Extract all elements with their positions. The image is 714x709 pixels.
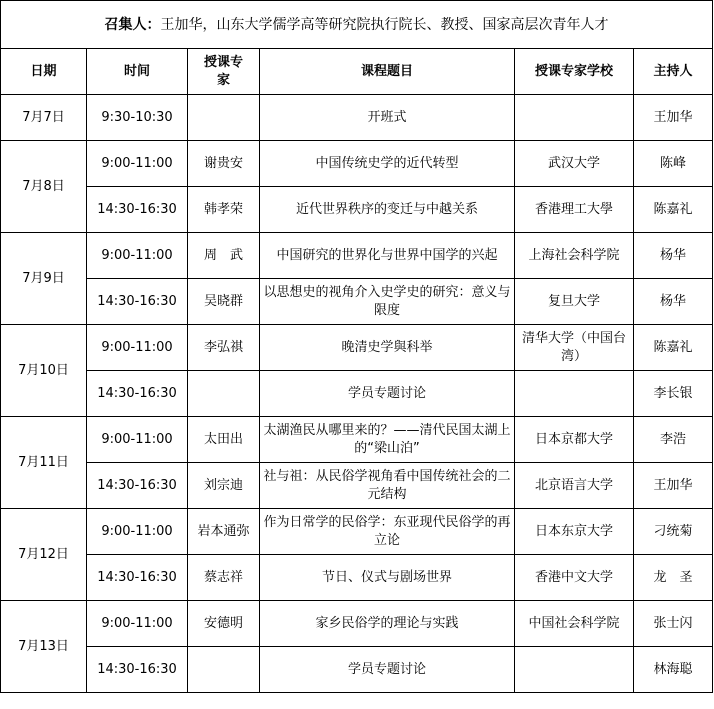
session-topic: 学员专题讨论 bbox=[260, 371, 515, 417]
session-expert: 安德明 bbox=[188, 601, 260, 647]
session-school: 香港理工大學 bbox=[515, 187, 634, 233]
table-row bbox=[1, 95, 713, 141]
session-host: 陈嘉礼 bbox=[634, 325, 713, 371]
session-host: 张士闪 bbox=[634, 601, 713, 647]
table-row bbox=[1, 601, 713, 647]
session-topic: 以思想史的视角介入史学史的研究：意义与限度 bbox=[260, 279, 515, 325]
session-date: 7月12日 bbox=[1, 509, 87, 601]
session-host: 杨华 bbox=[634, 279, 713, 325]
session-topic: 中国传统史学的近代转型 bbox=[260, 141, 515, 187]
session-school: 复旦大学 bbox=[515, 279, 634, 325]
session-date: 7月10日 bbox=[1, 325, 87, 417]
table-row bbox=[1, 233, 713, 279]
header-topic: 课程题目 bbox=[260, 49, 515, 95]
table-row bbox=[1, 463, 713, 509]
session-host: 李长银 bbox=[634, 371, 713, 417]
table-row bbox=[1, 417, 713, 463]
header-host: 主持人 bbox=[634, 49, 713, 95]
session-school bbox=[515, 371, 634, 417]
table-row bbox=[1, 371, 713, 417]
table-row bbox=[1, 325, 713, 371]
table-row bbox=[1, 647, 713, 693]
session-topic: 开班式 bbox=[260, 95, 515, 141]
table-row bbox=[1, 141, 713, 187]
session-time: 14:30-16:30 bbox=[87, 187, 188, 233]
session-topic: 作为日常学的民俗学：东亚现代民俗学的再立论 bbox=[260, 509, 515, 555]
convener-cell bbox=[1, 1, 713, 49]
session-expert: 蔡志祥 bbox=[188, 555, 260, 601]
session-topic: 太湖渔民从哪里来的？——清代民国太湖上的“梁山泊” bbox=[260, 417, 515, 463]
header-expert: 授课专家 bbox=[188, 49, 260, 95]
session-host: 王加华 bbox=[634, 463, 713, 509]
session-expert: 太田出 bbox=[188, 417, 260, 463]
session-host: 王加华 bbox=[634, 95, 713, 141]
session-expert bbox=[188, 95, 260, 141]
session-date: 7月13日 bbox=[1, 601, 87, 693]
session-date: 7月7日 bbox=[1, 95, 87, 141]
session-expert bbox=[188, 647, 260, 693]
table-row bbox=[1, 555, 713, 601]
session-time: 9:00-11:00 bbox=[87, 417, 188, 463]
session-host: 陈峰 bbox=[634, 141, 713, 187]
session-expert: 岩本通弥 bbox=[188, 509, 260, 555]
schedule-body bbox=[1, 1, 713, 693]
session-expert: 谢贵安 bbox=[188, 141, 260, 187]
session-school: 中国社会科学院 bbox=[515, 601, 634, 647]
session-expert bbox=[188, 371, 260, 417]
session-expert: 周 武 bbox=[188, 233, 260, 279]
session-time: 9:00-11:00 bbox=[87, 233, 188, 279]
session-school: 清华大学（中国台湾） bbox=[515, 325, 634, 371]
session-time: 9:00-11:00 bbox=[87, 325, 188, 371]
session-expert: 吴晓群 bbox=[188, 279, 260, 325]
session-school: 北京语言大学 bbox=[515, 463, 634, 509]
session-topic: 家乡民俗学的理论与实践 bbox=[260, 601, 515, 647]
session-host: 龙 圣 bbox=[634, 555, 713, 601]
session-time: 14:30-16:30 bbox=[87, 647, 188, 693]
session-school: 日本京都大学 bbox=[515, 417, 634, 463]
convener-row bbox=[1, 1, 713, 49]
session-host: 杨华 bbox=[634, 233, 713, 279]
session-school: 武汉大学 bbox=[515, 141, 634, 187]
session-school: 日本东京大学 bbox=[515, 509, 634, 555]
session-time: 9:00-11:00 bbox=[87, 141, 188, 187]
session-time: 9:00-11:00 bbox=[87, 601, 188, 647]
session-topic: 近代世界秩序的变迁与中越关系 bbox=[260, 187, 515, 233]
table-row bbox=[1, 509, 713, 555]
session-time: 9:00-11:00 bbox=[87, 509, 188, 555]
session-time: 9:30-10:30 bbox=[87, 95, 188, 141]
convener-label: 召集人： bbox=[104, 16, 161, 33]
session-time: 14:30-16:30 bbox=[87, 463, 188, 509]
session-expert: 刘宗迪 bbox=[188, 463, 260, 509]
session-time: 14:30-16:30 bbox=[87, 279, 188, 325]
session-topic: 晚清史学與科举 bbox=[260, 325, 515, 371]
session-school: 上海社会科学院 bbox=[515, 233, 634, 279]
session-date: 7月9日 bbox=[1, 233, 87, 325]
session-expert: 韩孝荣 bbox=[188, 187, 260, 233]
convener-text: 王加华，山东大学儒学高等研究院执行院长、教授、国家高层次青年人才 bbox=[160, 16, 609, 33]
session-date: 7月8日 bbox=[1, 141, 87, 233]
table-row bbox=[1, 187, 713, 233]
session-topic: 社与祖：从民俗学视角看中国传统社会的二元结构 bbox=[260, 463, 515, 509]
session-topic: 节日、仪式与剧场世界 bbox=[260, 555, 515, 601]
session-expert: 李弘祺 bbox=[188, 325, 260, 371]
header-date: 日期 bbox=[1, 49, 87, 95]
header-school: 授课专家学校 bbox=[515, 49, 634, 95]
session-school bbox=[515, 647, 634, 693]
session-host: 林海聪 bbox=[634, 647, 713, 693]
session-host: 陈嘉礼 bbox=[634, 187, 713, 233]
session-time: 14:30-16:30 bbox=[87, 555, 188, 601]
session-date: 7月11日 bbox=[1, 417, 87, 509]
session-topic: 学员专题讨论 bbox=[260, 647, 515, 693]
header-time: 时间 bbox=[87, 49, 188, 95]
session-school: 香港中文大学 bbox=[515, 555, 634, 601]
header-row bbox=[1, 49, 713, 95]
session-host: 刁统菊 bbox=[634, 509, 713, 555]
session-host: 李浩 bbox=[634, 417, 713, 463]
session-school bbox=[515, 95, 634, 141]
table-row bbox=[1, 279, 713, 325]
session-topic: 中国研究的世界化与世界中国学的兴起 bbox=[260, 233, 515, 279]
session-time: 14:30-16:30 bbox=[87, 371, 188, 417]
